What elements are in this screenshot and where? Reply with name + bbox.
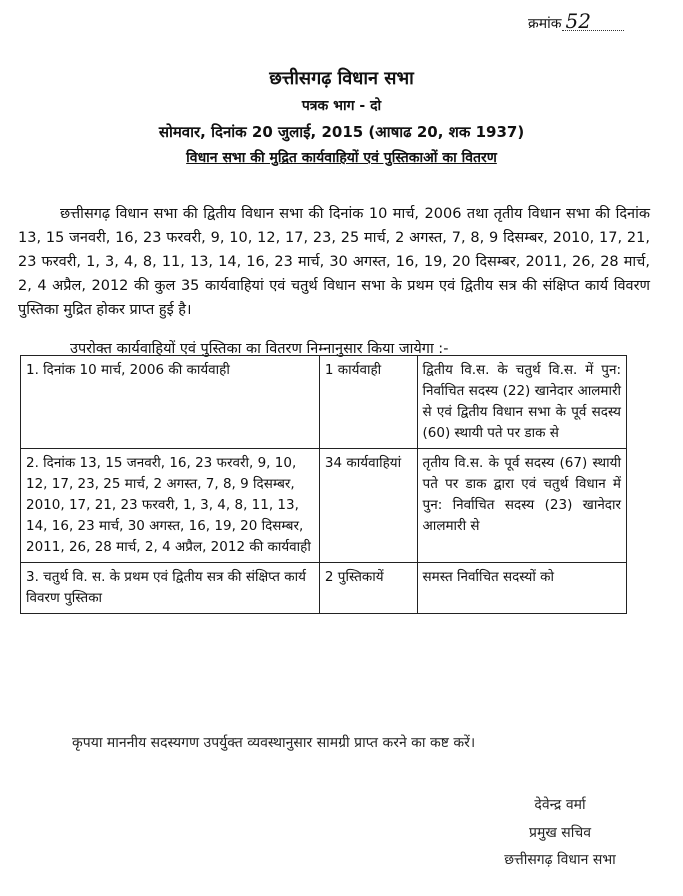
subject-text: विधान सभा की मुद्रित कार्यवाहियों एवं पुस्तिकाओं का वितरण xyxy=(186,150,497,166)
serial-label: क्रमांक xyxy=(528,16,562,32)
row-item: 3. चतुर्थ वि. स. के प्रथम एवं द्वितीय सत्र की संक्षिप्त कार्य विवरण पुस्तिका xyxy=(21,563,320,614)
bulletin-part: पत्रक भाग - दो xyxy=(301,98,382,114)
row-count: 2 पुस्तिकायें xyxy=(319,563,417,614)
request-note: कृपया माननीय सदस्यगण उपर्युक्त व्यवस्थानुसार सामग्री प्राप्त करने का कष्ट करें। xyxy=(72,735,476,751)
serial-value: 52 xyxy=(562,12,624,31)
serial-number xyxy=(528,9,678,33)
table-row xyxy=(21,356,627,449)
subject-heading xyxy=(0,148,683,167)
row-distribution: समस्त निर्वाचित सदस्यों को xyxy=(417,563,626,614)
body-paragraph: छत्तीसगढ़ विधान सभा की द्वितीय विधान सभा की दिनांक 10 मार्च, 2006 तथा तृतीय विधान सभा की दिनांक 13, 15 जनवरी, 16, 23 फरवरी, 9, 10, 12, 17, 23, 25 मार्च, 2 अगस्त, 7, 8, 9 दिसम्बर, 2010, 17, 21, 23 फरवरी, 1, 3, 4, 8, 11, 13, 14, 16, 23 मार्च, 30 अगस्त, 16, 19, 20 दिसम्बर, 2011, 26, 28 मार्च, 2, 4 अप्रैल, 2012 की कुल 35 कार्यवाहियां एवं चतुर्थ विधान सभा के प्रथम एवं द्वितीय सत्र की संक्षिप्त कार्य विवरण पुस्तिका मुद्रित होकर प्राप्त हुई है। xyxy=(18,206,650,318)
row-item: 2. दिनांक 13, 15 जनवरी, 16, 23 फरवरी, 9, 10, 12, 17, 23, 25 मार्च, 2 अगस्त, 7, 8, 9 दिसम्बर, 2010, 17, 21, 23 फरवरी, 1, 3, 4, 8, 11, 13, 14, 16, 23 मार्च, 30 अगस्त, 16, 19, 20 दिसम्बर, 2011, 26, 28 मार्च, 2, 4 अप्रैल, 2012 की कार्यवाही xyxy=(21,449,320,563)
row-distribution: तृतीय वि.स. के पूर्व सदस्य (67) स्थायी पते पर डाक द्वारा एवं चतुर्थ विधान में पुन: निर्वाचित सदस्य (23) खानेदार आलमारी से xyxy=(417,449,626,563)
distribution-intro: उपरोक्त कार्यवाहियों एवं पुस्तिका का वितरण निम्नानुसार किया जायेगा :- xyxy=(70,341,449,357)
organization-title: छत्तीसगढ़ विधान सभा xyxy=(269,68,414,89)
row-item: 1. दिनांक 10 मार्च, 2006 की कार्यवाही xyxy=(21,356,320,449)
distribution-table xyxy=(20,355,627,614)
table-row xyxy=(21,563,627,614)
row-count: 1 कार्यवाही xyxy=(319,356,417,449)
signatory-org: छत्तीसगढ़ विधान सभा xyxy=(504,852,616,868)
row-distribution: द्वितीय वि.स. के चतुर्थ वि.स. में पुन: निर्वाचित सदस्य (22) खानेदार आलमारी से एवं द्वितीय विधान सभा के पूर्व सदस्य (60) स्थायी पते पर डाक से xyxy=(417,356,626,449)
signatory-title: प्रमुख सचिव xyxy=(528,825,591,841)
bulletin-date: सोमवार, दिनांक 20 जुलाई, 2015 (आषाढ 20, शक 1937) xyxy=(158,123,525,141)
table-row xyxy=(21,449,627,563)
row-count: 34 कार्यवाहियां xyxy=(319,449,417,563)
signatory-name: देवेन्द्र वर्मा xyxy=(534,797,586,813)
